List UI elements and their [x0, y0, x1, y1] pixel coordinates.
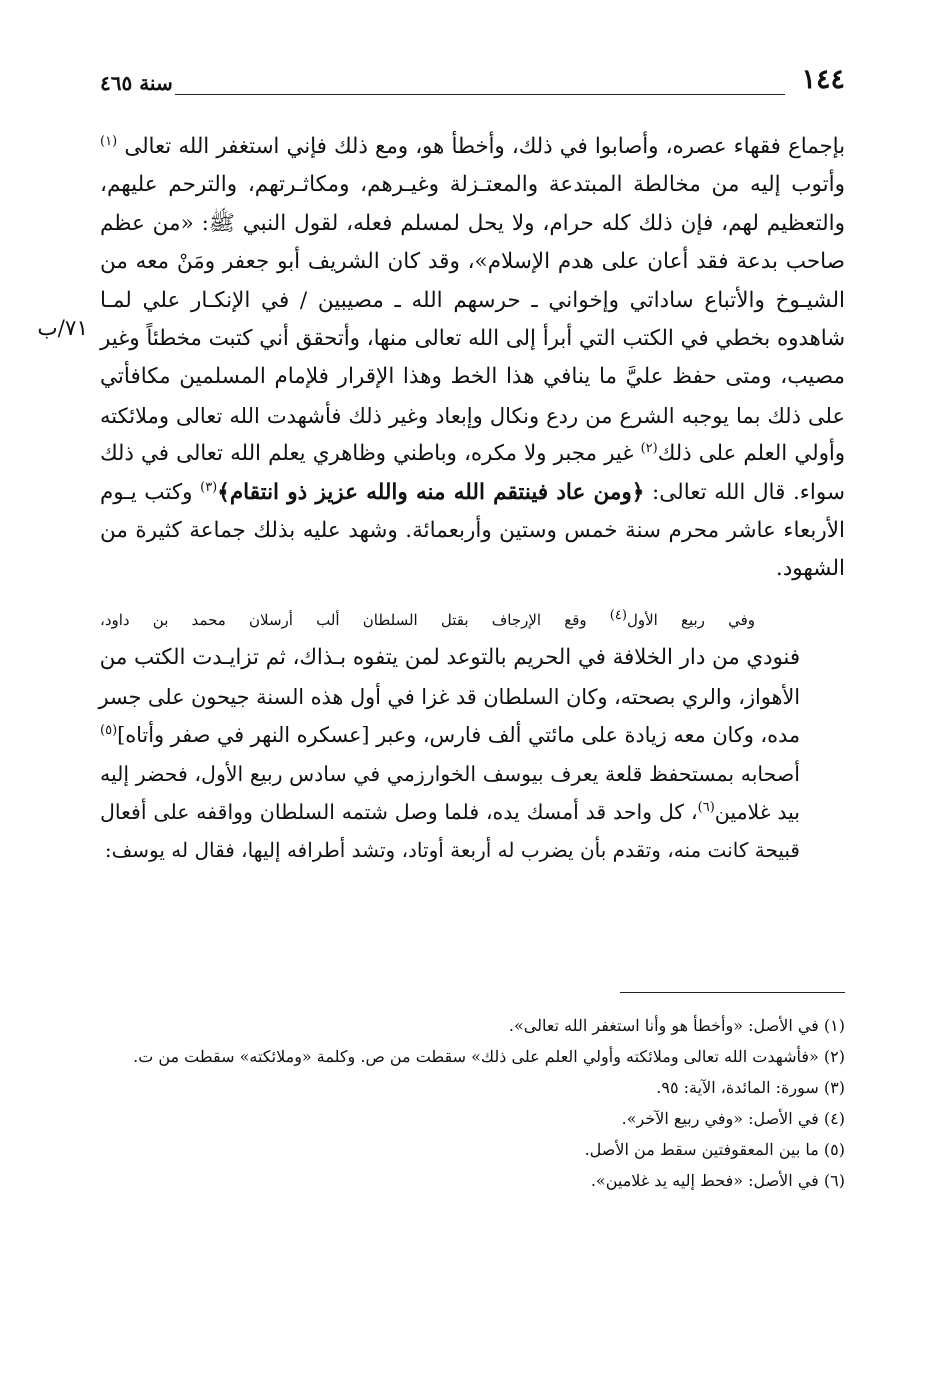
text-line: أصحابه بمستحفظ قلعة يعرف بيوسف الخوارزمي في سادس ربيع الأول، فحضر إليه	[100, 761, 800, 786]
text-line: الشهود.	[775, 556, 845, 582]
page-header	[100, 62, 845, 102]
running-title-year: سنة ٤٦٥	[100, 71, 173, 95]
text-line: بيد غلامين$^{(٦)}$، كل واحد قد أمسك يده، فلما وصل شتمه السلطان وواقفه على أفعال	[100, 799, 800, 824]
text-line: الشيـوخ والأتباع ساداتي وإخواني ـ حرسهم الله ـ مصيبين / في الإنكـار علي لمـا	[100, 287, 845, 313]
footnote-1: (١) في الأصل: «وأخطأ هو وأنا استغفر الله تعالى».	[508, 1016, 845, 1035]
text-line: بإجماع فقهاء عصره، وأصابوا في ذلك، وأخطأ هو، ومع ذلك فإني استغفر الله تعالى $^{(١)}$	[100, 133, 845, 159]
footnote-ref: (٣)	[200, 479, 218, 495]
text-line: الأربعاء عاشر محرم سنة خمس وستين وأربعمائة. وشهد عليه بذلك جماعة كثيرة من	[100, 518, 845, 544]
footnote-ref: (٤)	[609, 607, 627, 623]
text-line: فنودي من دار الخلافة في الحريم بالتوعد لمن يتفوه بـذاك، ثم تزايـدت الكتب من	[99, 645, 800, 671]
text-line: مصيب، ومتى حفظ عليَّ ما ينافي هذا الخط وهذا الإقرار فلإمام المسلمين مكافأتي	[100, 364, 845, 390]
header-rule	[175, 94, 785, 95]
footnote-2: (٢) «فأشهدت الله تعالى وملائكته وأولي العلم على ذلك» سقطت من ص. وكلمة «وملائكته» سقطت من ت.	[133, 1047, 845, 1066]
text-line: وفي ربيع الأول(٤) وقع الإرجاف بقتل السلطان ألب أرسلان محمد بن داود،	[100, 607, 755, 629]
text-line: شاهدوه بخطي في الكتب التي أبرأ إلى الله تعالى منها، وأتحقق أني كتبت مخطئاً وغير	[100, 326, 845, 352]
quran-verse: ﴿ومن عاد فينتقم الله منه والله عزيز ذو انتقام﴾	[217, 479, 645, 505]
footnote-6: (٦) في الأصل: «فحط إليه يد غلامين».	[590, 1171, 845, 1190]
footnote-3: (٣) سورة: المائدة، الآية: ٩٥.	[656, 1078, 845, 1097]
text-line: الأهواز، والري بصحته، وكان السلطان قد غزا في أول هذه السنة جيحون على جسر	[98, 684, 800, 709]
margin-folio-note: ٧١/ب	[37, 316, 88, 341]
footnote-ref: (١)	[100, 133, 118, 149]
footnote-separator	[620, 992, 845, 993]
footnote-ref: (٦)	[697, 800, 715, 816]
footnote-ref: (٢)	[640, 441, 658, 457]
text-line: والتعظيم لهم، فإن ذلك كله حرام، ولا يحل لمسلم فعله، لقول النبي ﷺ: «من عظم	[100, 210, 845, 236]
text-line: سواء. قال الله تعالى: ﴿ومن عاد فينتقم الله منه والله عزيز ذو انتقام﴾$^{(٣)}$ وكتب يـوم	[100, 479, 846, 505]
text-line: على ذلك بما يوجبه الشرع من ردع ونكال وإبعاد وغير ذلك فأشهدت الله تعالى وملائكته	[100, 403, 845, 428]
text-line: صاحب بدعة فقد أعان على هدم الإسلام»، وقد كان الشريف أبو جعفر ومَنْ معه من	[100, 249, 845, 275]
paragraph-1	[100, 128, 845, 589]
text-line: وأتوب إليه من مخالطة المبتدعة والمعتـزلة وغيـرهم، ومكاثـرتهم، والترحم عليهم،	[100, 172, 845, 198]
page-number: ١٤٤	[801, 64, 845, 95]
footnote-5: (٥) ما بين المعقوفتين سقط من الأصل.	[584, 1140, 845, 1159]
text-line: مده، وكان معه زيادة على مائتي ألف فارس، وعبر [عسكره النهر في صفر وأتاه]$^{(٥)}$	[100, 723, 800, 748]
footnote-ref: (٥)	[100, 723, 118, 739]
footnotes	[100, 1010, 845, 1196]
text-line: قبيحة كانت منه، وتقدم بأن يضرب له أربعة أوتاد، وتشد أطرافه إليها، فقال له يوسف:	[104, 838, 800, 863]
paragraph-2	[100, 601, 845, 870]
main-text	[100, 128, 845, 870]
footnote-4: (٤) في الأصل: «وفي ربيع الآخر».	[621, 1109, 845, 1128]
text-line: وأولي العلم على ذلك$^{(٢)}$ غير مجبر ولا مكره، وباطني وظاهري يعلم الله تعالى في ذلك	[100, 441, 846, 467]
